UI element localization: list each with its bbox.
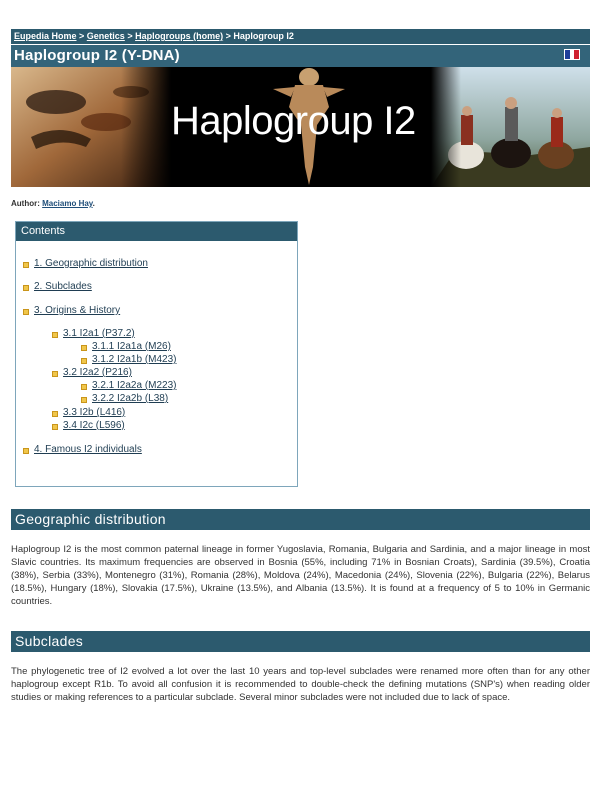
toc-bullet-icon xyxy=(23,262,29,268)
breadcrumb-separator: > xyxy=(76,31,87,41)
banner-title: Haplogroup I2 xyxy=(171,99,416,143)
toc-link-geographic-distribution[interactable]: 1. Geographic distribution xyxy=(34,258,148,269)
author-line xyxy=(11,199,95,208)
toc-heading: Contents xyxy=(16,222,297,241)
toc-bullet-icon xyxy=(81,358,87,364)
breadcrumb-current: Haplogroup I2 xyxy=(233,31,294,41)
toc-link-origins-history[interactable]: 3. Origins & History xyxy=(34,305,121,316)
toc-link-i2a1b[interactable]: 3.1.2 I2a1b (M423) xyxy=(92,354,177,365)
toc-link-subclades[interactable]: 2. Subclades xyxy=(34,281,92,292)
toc-bullet-icon xyxy=(23,448,29,454)
toc-link-i2b[interactable]: 3.3 I2b (L416) xyxy=(63,407,126,418)
table-of-contents xyxy=(15,221,298,487)
toc-bullet-icon xyxy=(52,332,58,338)
toc-link-i2a1[interactable]: 3.1 I2a1 (P37.2) xyxy=(63,328,135,339)
toc-bullet-icon xyxy=(81,397,87,403)
breadcrumb-eupedia-home-link[interactable]: Eupedia Home xyxy=(14,31,77,41)
toc-link-i2a2a[interactable]: 3.2.1 I2a2a (M223) xyxy=(92,380,177,391)
toc-link-i2a1a[interactable]: 3.1.1 I2a1a (M26) xyxy=(92,341,171,352)
section-text-subclades: The phylogenetic tree of I2 evolved a lot over the last 10 years and top-level subclades were renamed more often than for any other haplogroup except R1b. To avoid all confusion it is recommended to double-check the defining mutations (SNP's) when reading older studies or making references to a particular subclade. Several minor subclades were not included due to lack of space. xyxy=(11,666,590,703)
breadcrumb-haplogroups-link[interactable]: Haplogroups (home) xyxy=(135,31,224,41)
breadcrumb-separator: > xyxy=(124,31,136,41)
toc-bullet-icon xyxy=(52,411,58,417)
breadcrumb xyxy=(11,29,590,44)
toc-bullet-icon xyxy=(52,371,58,377)
page-title: Haplogroup I2 (Y-DNA) xyxy=(14,47,180,64)
section-heading-subclades: Subclades xyxy=(11,631,590,652)
toc-bullet-icon xyxy=(23,285,29,291)
author-link[interactable]: Maciamo Hay xyxy=(42,199,93,208)
author-suffix: . xyxy=(92,199,95,208)
breadcrumb-genetics-link[interactable]: Genetics xyxy=(86,31,125,41)
french-flag-icon[interactable] xyxy=(564,49,580,60)
toc-link-famous-individuals[interactable]: 4. Famous I2 individuals xyxy=(34,444,142,455)
toc-bullet-icon xyxy=(81,384,87,390)
toc-link-i2a2b[interactable]: 3.2.2 I2a2b (L38) xyxy=(92,393,169,404)
toc-bullet-icon xyxy=(23,309,29,315)
section-text-geographic-distribution: Haplogroup I2 is the most common paternal lineage in former Yugoslavia, Romania, Bulgaria and Sardinia, and a major lineage in most Slavic countries. Its maximum frequencies are observed in Bosnia (55%, including 71% in Bosnian Croats), Sardinia (39.5%), Croatia (38%), Serbia (33%), Montenegro (31%), Romania (28%), Moldova (24%), Macedonia (24%), Slovenia (22%), Bulgaria (22%), Belarus (18.5%), Hungary (18%), Slovakia (17.5%), Ukraine (13.5%), and Albania (13.5%). It is found at a frequency of 5 to 10% in Germanic countries. xyxy=(11,544,590,607)
toc-bullet-icon xyxy=(52,424,58,430)
banner-image xyxy=(11,67,590,187)
author-label: Author: xyxy=(11,199,43,208)
page-title-bar xyxy=(11,45,590,67)
section-heading-geographic-distribution: Geographic distribution xyxy=(11,509,590,530)
toc-link-i2c[interactable]: 3.4 I2c (L596) xyxy=(63,420,125,431)
toc-link-i2a2[interactable]: 3.2 I2a2 (P216) xyxy=(63,367,132,378)
breadcrumb-separator: > xyxy=(223,31,234,41)
toc-bullet-icon xyxy=(81,345,87,351)
